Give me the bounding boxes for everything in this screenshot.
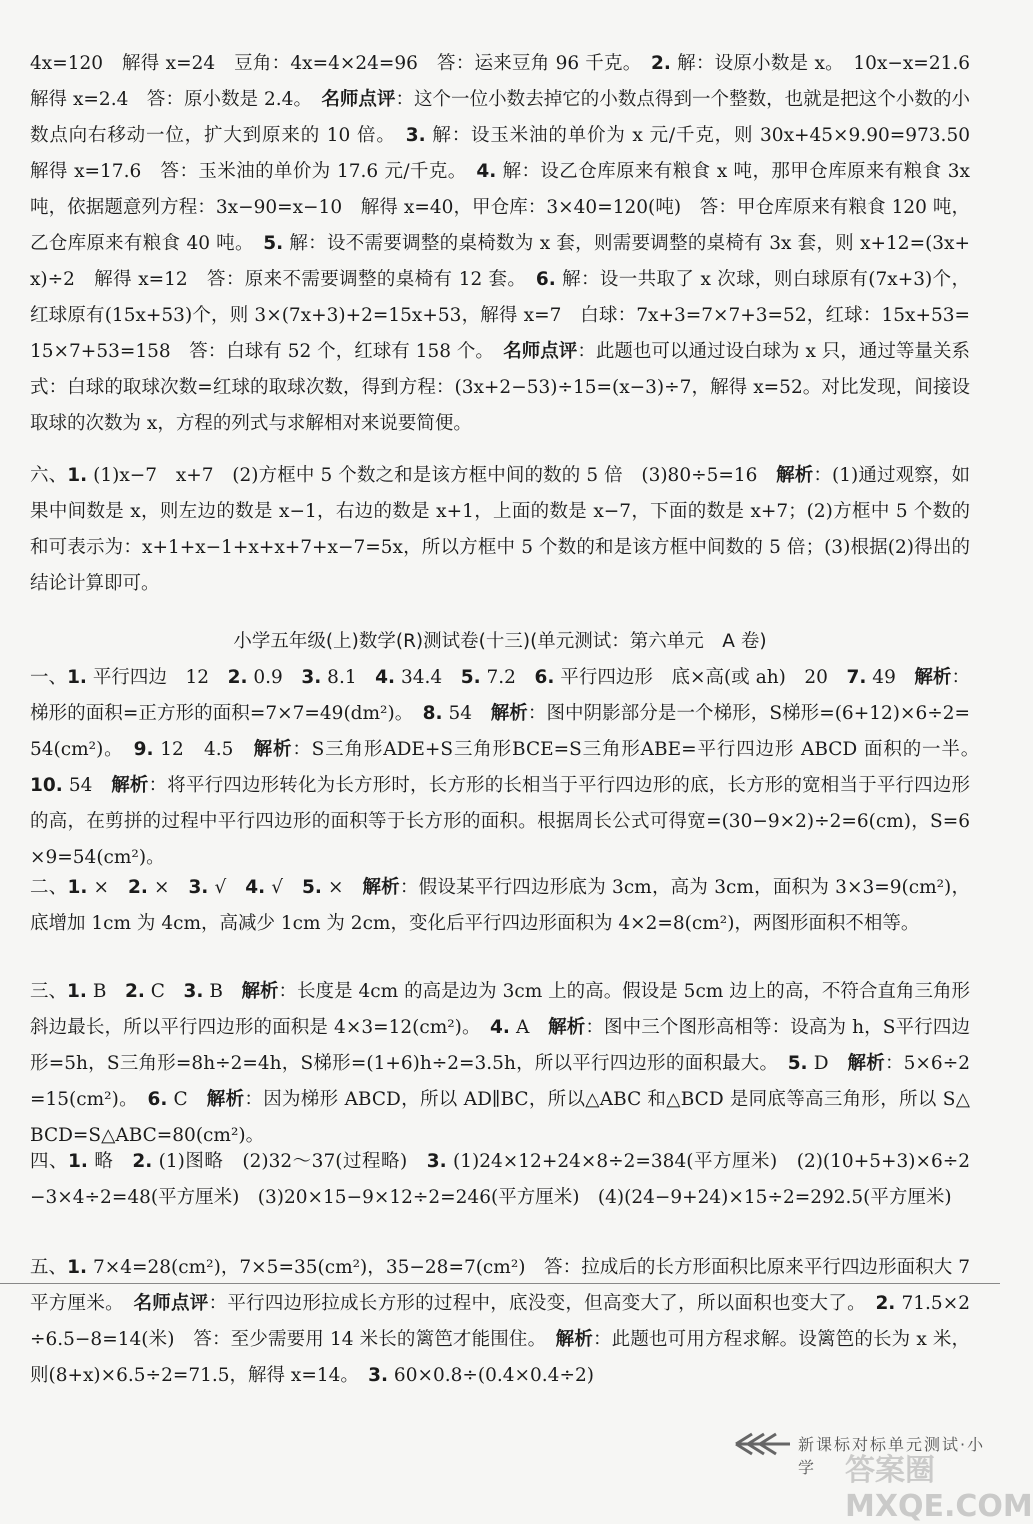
answer-block-applications: 五、1. 7×4=28(cm²)，7×5=35(cm²)，35−28=7(cm²) 答：拉成后的长方形面积比原来平行四边形面积大 7 平方厘米。 名师点评：平行四边形拉成长方形的过程中，底没变，但高变大了，所以面积也变大了。 2. 71.5×2÷6.5−8=14(米) 答：至少需要用 14 米长的篱笆才能围住。 解析：此题也可用方程求解。设篱笆的长为 x 米，则(8+x)×6.5÷2=71.5，解得 x=14。 3. 60×0.8÷(0.4×0.4÷2) bbox=[30, 1257, 970, 1386]
answer-block-word-problems: 4x=120 解得 x=24 豆角：4x=4×24=96 答：运来豆角 96 千克。 2. 解：设原小数是 x。 10x−x=21.6 解得 x=2.4 答：原小数是 2.4。 名师点评：这个一位小数去掉它的小数点得到一个整数，也就是把这个小数的小数点向右移动一位，扩大到原来的 10 倍。 3. 解：设玉米油的单价为 x 元/千克，则 30x+45×9.90=973.50 解得 x=17.6 答：玉米油的单价为 17.6 元/千克。 4. 解：设乙仓库原来有粮食 x 吨，那甲仓库原来有粮食 3x 吨，依据题意列方程：3x−90=x−10 解得 x=40，甲仓库：3×40=120(吨) 答：甲仓库原来有粮食 120 吨，乙仓库原来有粮食 40 吨。 5. 解：设不需要调整的桌椅数为 x 套，则需要调整的桌椅有 3x 套，则 x+12=(3x+x)÷2 解得 x=12 答：原来不需要调整的桌椅有 12 套。 6. 解：设一共取了 x 次球，则白球原有(7x+3)个，红球原有(15x+53)个，则 3×(7x+3)+2=15x+53，解得 x=7 白球：7x+3=7×7+3=52，红球：15x+53=15×7+53=158 答：白球有 52 个，红球有 158 个。 名师点评：此题也可以通过设白球为 x 只，通过等量关系式：白球的取球次数=红球的取球次数，得到方程：(3x+2−53)÷15=(x−3)÷7，解得 x=52。对比发现，间接设取球的次数为 x，方程的列式与求解相对来说要简便。 bbox=[30, 53, 989, 434]
watermark-logo: 答案圈 MXQE.COM bbox=[845, 1453, 1033, 1524]
answer-block-fill-in: 一、1. 平行四边 12 2. 0.9 3. 8.1 4. 34.4 5. 7.2 6. 平行四边形 底×高(或 ah) 20 7. 49 解析：梯形的面积=正方形的面积=7×7=49(dm²)。 8. 54 解析：图中阴影部分是一个梯形，S梯形=(6+12)×6÷2=54(cm²)。 9. 12 4.5 解析：S三角形ADE+S三角形BCE=S三角形ABE=平行四边形 ABCD 面积的一半。 10. 54 解析：将平行四边形转化为长方形时，长方形的长相当于平行四边形的底，长方形的宽相当于平行四边形的高，在剪拼的过程中平行四边形的面积等于长方形的面积。根据周长公式可得宽=(30−9×2)÷2=6(cm)，S=6×9=54(cm²)。 bbox=[30, 667, 989, 868]
answer-block-true-false: 二、1. × 2. × 3. √ 4. √ 5. × 解析：假设某平行四边形底为 3cm，高为 3cm，面积为 3×3=9(cm²)，底增加 1cm 为 4cm，高减少 1cm 为 2cm，变化后平行四边形面积为 4×2=8(cm²)，两图形面积不相等。 bbox=[30, 877, 970, 934]
footer-series-name: 新课标对标单元测试·小学 bbox=[798, 1435, 986, 1477]
test-section-title: 小学五年级(上)数学(R)测试卷(十三)(单元测试：第六单元 A 卷) bbox=[233, 631, 767, 652]
arrow-decoration-icon bbox=[732, 1430, 792, 1458]
answer-block-multiple-choice: 三、1. B 2. C 3. B 解析：长度是 4cm 的高是边为 3cm 上的高。假设是 5cm 边上的高，不符合直角三角形斜边最长，所以平行四边形的面积是 4×3=12(cm²)。 4. A 解析：图中三个图形高相等：设高为 h，S平行四边形=5h，S三角形=8h÷2=4h，S梯形=(1+6)h÷2=3.5h，所以平行四边形的面积最大。 5. D 解析：5×6÷2=15(cm²)。 6. C 解析：因为梯形 ABCD，所以 AD∥BC，所以△ABC 和△BCD 是同底等高三角形，所以 S△BCD=S△ABC=80(cm²)。 bbox=[30, 981, 970, 1146]
answer-block-calculation: 四、1. 略 2. (1)图略 (2)32～37(过程略) 3. (1)24×12+24×8÷2=384(平方厘米) (2)(10+5+3)×6÷2−3×4÷2=48(平方厘米) (3)20×15−9×12÷2=246(平方厘米) (4)(24−9+24)×15÷2=292.5(平方厘米) bbox=[30, 1151, 970, 1208]
answer-block-section-6: 六、1. (1)x−7 x+7 (2)方框中 5 个数之和是该方框中间的数的 5 倍 (3)80÷5=16 解析：(1)通过观察，如果中间数是 x，则左边的数是 x−1，右边的数是 x+1，上面的数是 x−7，下面的数是 x+7；(2)方框中 5 个数的和可表示为：x+1+x−1+x+x+7+x−7=5x，所以方框中 5 个数的和是该方框中间数的 5 倍；(3)根据(2)得出的结论计算即可。 bbox=[30, 465, 970, 594]
